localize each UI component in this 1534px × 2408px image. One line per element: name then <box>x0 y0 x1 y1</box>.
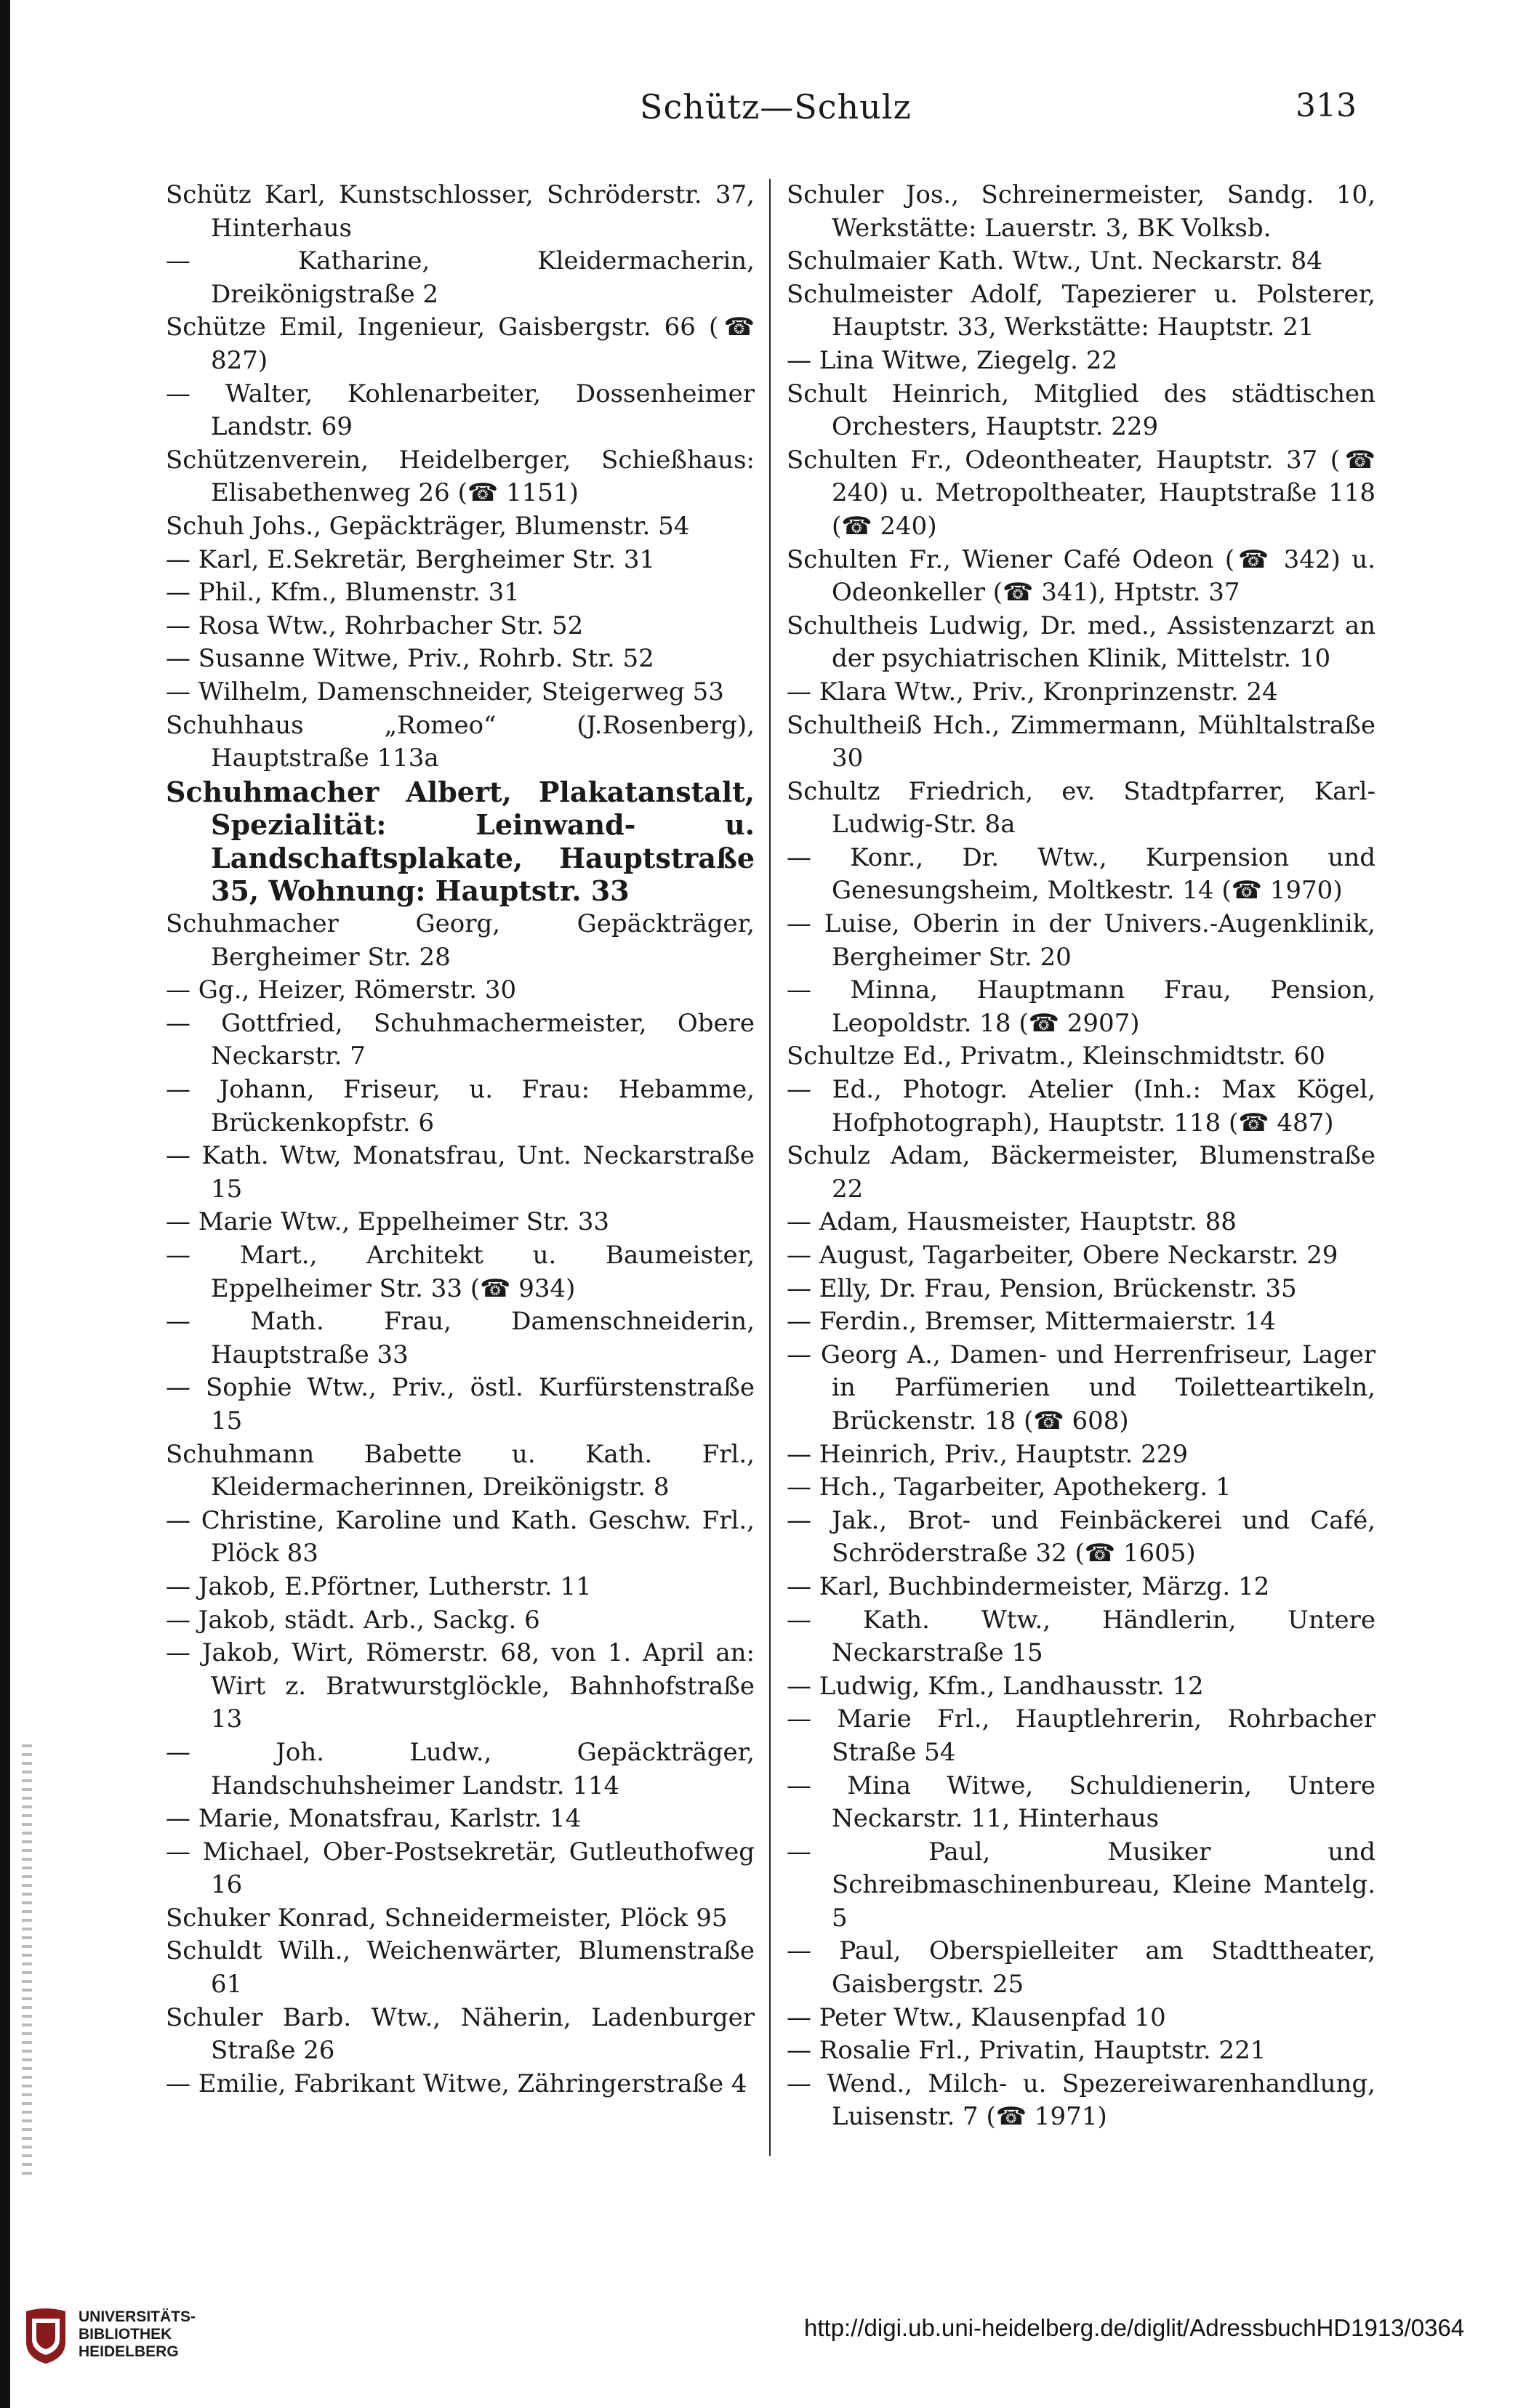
library-name-line3: HEIDELBERG <box>79 2343 179 2360</box>
directory-entry: Schulz Adam, Bäckermeister, Blumenstraße 22 <box>787 1141 1376 1204</box>
directory-entry: — Mina Witwe, Schuldienerin, Untere Neckarstr. 11, Hinterhaus <box>787 1771 1376 1834</box>
directory-entry: — Konr., Dr. Wtw., Kurpension und Genesungsheim, Moltkestr. 14 (☎ 1970) <box>787 842 1376 906</box>
directory-entry: — Karl, Buchbindermeister, Märzg. 12 <box>787 1571 1270 1601</box>
directory-entry: Schuler Barb. Wtw., Näherin, Ladenburger Straße 26 <box>166 2002 755 2066</box>
directory-entry: — Michael, Ober-Postsekretär, Gutleuthofweg 16 <box>166 1837 755 1900</box>
directory-entry: — Klara Wtw., Priv., Kronprinzenstr. 24 <box>787 677 1278 706</box>
directory-entry: — Adam, Hausmeister, Hauptstr. 88 <box>787 1207 1237 1237</box>
directory-entry: — Wend., Milch- u. Spezereiwarenhandlung, Luisenstr. 7 (☎ 1971) <box>787 2069 1376 2132</box>
running-head: Schütz—Schulz <box>640 87 912 126</box>
directory-entry: Schuhmacher Albert, Plakatanstalt, Spezialität: Leinwand- u. Landschaftsplakate, Hauptstraße 35, Wohnung: Hauptstr. 33 <box>166 775 755 908</box>
directory-entry: — Peter Wtw., Klausenpfad 10 <box>787 2002 1166 2032</box>
directory-entry: Schütze Emil, Ingenieur, Gaisbergstr. 66 (☎ 827) <box>166 313 755 375</box>
directory-entry: — Phil., Kfm., Blumenstr. 31 <box>166 578 520 608</box>
directory-entry: — Lina Witwe, Ziegelg. 22 <box>787 345 1117 375</box>
directory-entry: — Susanne Witwe, Priv., Rohrb. Str. 52 <box>166 644 654 674</box>
directory-entry: — Elly, Dr. Frau, Pension, Brückenstr. 35 <box>787 1273 1297 1303</box>
library-name-line2: BIBLIOTHEK <box>79 2326 172 2343</box>
directory-entry: — Emilie, Fabrikant Witwe, Zähringerstraße 4 <box>166 2069 747 2098</box>
directory-entry: — Walter, Kohlenarbeiter, Dossenheimer Landstr. 69 <box>166 379 755 442</box>
directory-entry: Schultheis Ludwig, Dr. med., Assistenzarzt an der psychiatrischen Klinik, Mittelstr. 10 <box>787 611 1376 674</box>
directory-entry: Schützenverein, Heidelberger, Schießhaus: Elisabethenweg 26 (☎ 1151) <box>166 445 755 508</box>
directory-entry: — Wilhelm, Damenschneider, Steigerweg 53 <box>166 677 724 706</box>
directory-entry: — Heinrich, Priv., Hauptstr. 229 <box>787 1439 1189 1469</box>
directory-entry: — Jak., Brot- und Feinbäckerei und Café, Schröderstraße 32 (☎ 1605) <box>787 1505 1376 1569</box>
directory-entry: — Jakob, Wirt, Römerstr. 68, von 1. April an: Wirt z. Bratwurstglöckle, Bahnhofstraße 13 <box>166 1638 755 1734</box>
directory-entry: — Kath. Wtw., Händlerin, Untere Neckarstraße 15 <box>787 1605 1376 1668</box>
directory-entry: — Marie Wtw., Eppelheimer Str. 33 <box>166 1207 610 1237</box>
directory-entry: — Rosalie Frl., Privatin, Hauptstr. 221 <box>787 2036 1266 2066</box>
directory-entry: — Ludwig, Kfm., Landhausstr. 12 <box>787 1671 1204 1701</box>
directory-entry: — Jakob, städt. Arb., Sackg. 6 <box>166 1605 540 1635</box>
directory-entry: — Katharine, Kleidermacherin, Dreikönigstraße 2 <box>166 246 755 309</box>
directory-entry: — Luise, Oberin in der Univers.-Augenklinik, Bergheimer Str. 20 <box>787 909 1376 972</box>
footer <box>0 2268 1534 2408</box>
right-column <box>787 179 1376 2134</box>
directory-entry: — Marie Frl., Hauptlehrerin, Rohrbacher Straße 54 <box>787 1704 1376 1767</box>
directory-entry: Schulmeister Adolf, Tapezierer u. Polsterer, Hauptstr. 33, Werkstätte: Hauptstr. 21 <box>787 279 1376 342</box>
directory-entry: — Marie, Monatsfrau, Karlstr. 14 <box>166 1804 582 1834</box>
library-name-line1: UNIVERSITÄTS- <box>79 2308 196 2325</box>
directory-entry: Schuhhaus „Romeo“ (J.Rosenberg), Hauptstraße 113a <box>166 710 755 773</box>
directory-entry: — Kath. Wtw, Monatsfrau, Unt. Neckarstraße 15 <box>166 1141 755 1204</box>
directory-entry: — Karl, E.Sekretär, Bergheimer Str. 31 <box>166 544 656 574</box>
directory-entry: — Math. Frau, Damenschneiderin, Hauptstraße 33 <box>166 1307 755 1369</box>
page-number: 313 <box>1296 87 1357 124</box>
scan-edge <box>0 0 10 2408</box>
directory-entry: — Georg A., Damen- und Herrenfriseur, Lager in Parfümerien und Toiletteartikeln, Brückenstr. 18 (☎ 608) <box>787 1340 1376 1435</box>
library-name <box>79 2308 196 2361</box>
directory-entry: — Jakob, E.Pförtner, Lutherstr. 11 <box>166 1571 592 1601</box>
directory-entry: — Christine, Karoline und Kath. Geschw. Frl., Plöck 83 <box>166 1505 755 1569</box>
directory-entry: — Paul, Oberspielleiter am Stadttheater, Gaisbergstr. 25 <box>787 1936 1376 2000</box>
directory-entry: Schulten Fr., Wiener Café Odeon (☎ 342) u. Odeonkeller (☎ 341), Hptstr. 37 <box>787 544 1376 608</box>
directory-entry: Schultz Friedrich, ev. Stadtpfarrer, Karl-Ludwig-Str. 8a <box>787 776 1376 839</box>
library-logo-icon <box>22 2307 70 2365</box>
directory-entry: Schultheiß Hch., Zimmermann, Mühltalstraße 30 <box>787 710 1376 773</box>
left-column <box>166 179 755 2101</box>
directory-entry: — Minna, Hauptmann Frau, Pension, Leopoldstr. 18 (☎ 2907) <box>787 975 1376 1038</box>
directory-entry: — Sophie Wtw., Priv., östl. Kurfürstenstraße 15 <box>166 1373 755 1435</box>
source-url[interactable]: http://digi.ub.uni-heidelberg.de/diglit/AdressbuchHD1913/0364 <box>804 2314 1465 2341</box>
directory-entry: Schuldt Wilh., Weichenwärter, Blumenstraße 61 <box>166 1936 755 2000</box>
directory-entry: — Hch., Tagarbeiter, Apothekerg. 1 <box>787 1473 1232 1502</box>
page-header <box>0 87 1534 145</box>
scan-edge-marks <box>22 1744 32 2181</box>
directory-entry: — Ferdin., Bremser, Mittermaierstr. 14 <box>787 1307 1276 1337</box>
directory-entry: Schuhmann Babette u. Kath. Frl., Kleidermacherinnen, Dreikönigstr. 8 <box>166 1439 755 1502</box>
directory-entry: — Rosa Wtw., Rohrbacher Str. 52 <box>166 611 584 640</box>
directory-entry: — Johann, Friseur, u. Frau: Hebamme, Brückenkopfstr. 6 <box>166 1075 755 1137</box>
directory-entry: Schuh Johs., Gepäckträger, Blumenstr. 54 <box>166 511 690 541</box>
directory-entry: — Gottfried, Schuhmachermeister, Obere Neckarstr. 7 <box>166 1008 755 1071</box>
directory-entry: — Joh. Ludw., Gepäckträger, Handschuhsheimer Landstr. 114 <box>166 1737 755 1800</box>
directory-entry: — August, Tagarbeiter, Obere Neckarstr. 29 <box>787 1241 1338 1270</box>
directory-entry: Schütz Karl, Kunstschlosser, Schröderstr. 37, Hinterhaus <box>166 180 755 243</box>
directory-entry: Schulten Fr., Odeontheater, Hauptstr. 37 (☎ 240) u. Metropoltheater, Hauptstraße 118 (☎ 240) <box>787 445 1376 541</box>
column-divider <box>769 179 771 2156</box>
directory-entry: — Mart., Architekt u. Baumeister, Eppelheimer Str. 33 (☎ 934) <box>166 1241 755 1303</box>
directory-entry: Schultze Ed., Privatm., Kleinschmidtstr. 60 <box>787 1042 1325 1071</box>
directory-entry: — Ed., Photogr. Atelier (Inh.: Max Kögel, Hofphotograph), Hauptstr. 118 (☎ 487) <box>787 1075 1376 1137</box>
directory-entry: Schuler Jos., Schreinermeister, Sandg. 10, Werkstätte: Lauerstr. 3, BK Volksb. <box>787 180 1376 243</box>
directory-entry: — Paul, Musiker und Schreibmaschinenbureau, Kleine Mantelg. 5 <box>787 1837 1376 1933</box>
directory-entry: Schulmaier Kath. Wtw., Unt. Neckarstr. 84 <box>787 246 1322 276</box>
directory-entry: — Gg., Heizer, Römerstr. 30 <box>166 975 517 1005</box>
directory-entry: Schuhmacher Georg, Gepäckträger, Bergheimer Str. 28 <box>166 909 755 972</box>
directory-entry: Schult Heinrich, Mitglied des städtischen Orchesters, Hauptstr. 229 <box>787 379 1376 442</box>
directory-entry: Schuker Konrad, Schneidermeister, Plöck 95 <box>166 1903 728 1933</box>
